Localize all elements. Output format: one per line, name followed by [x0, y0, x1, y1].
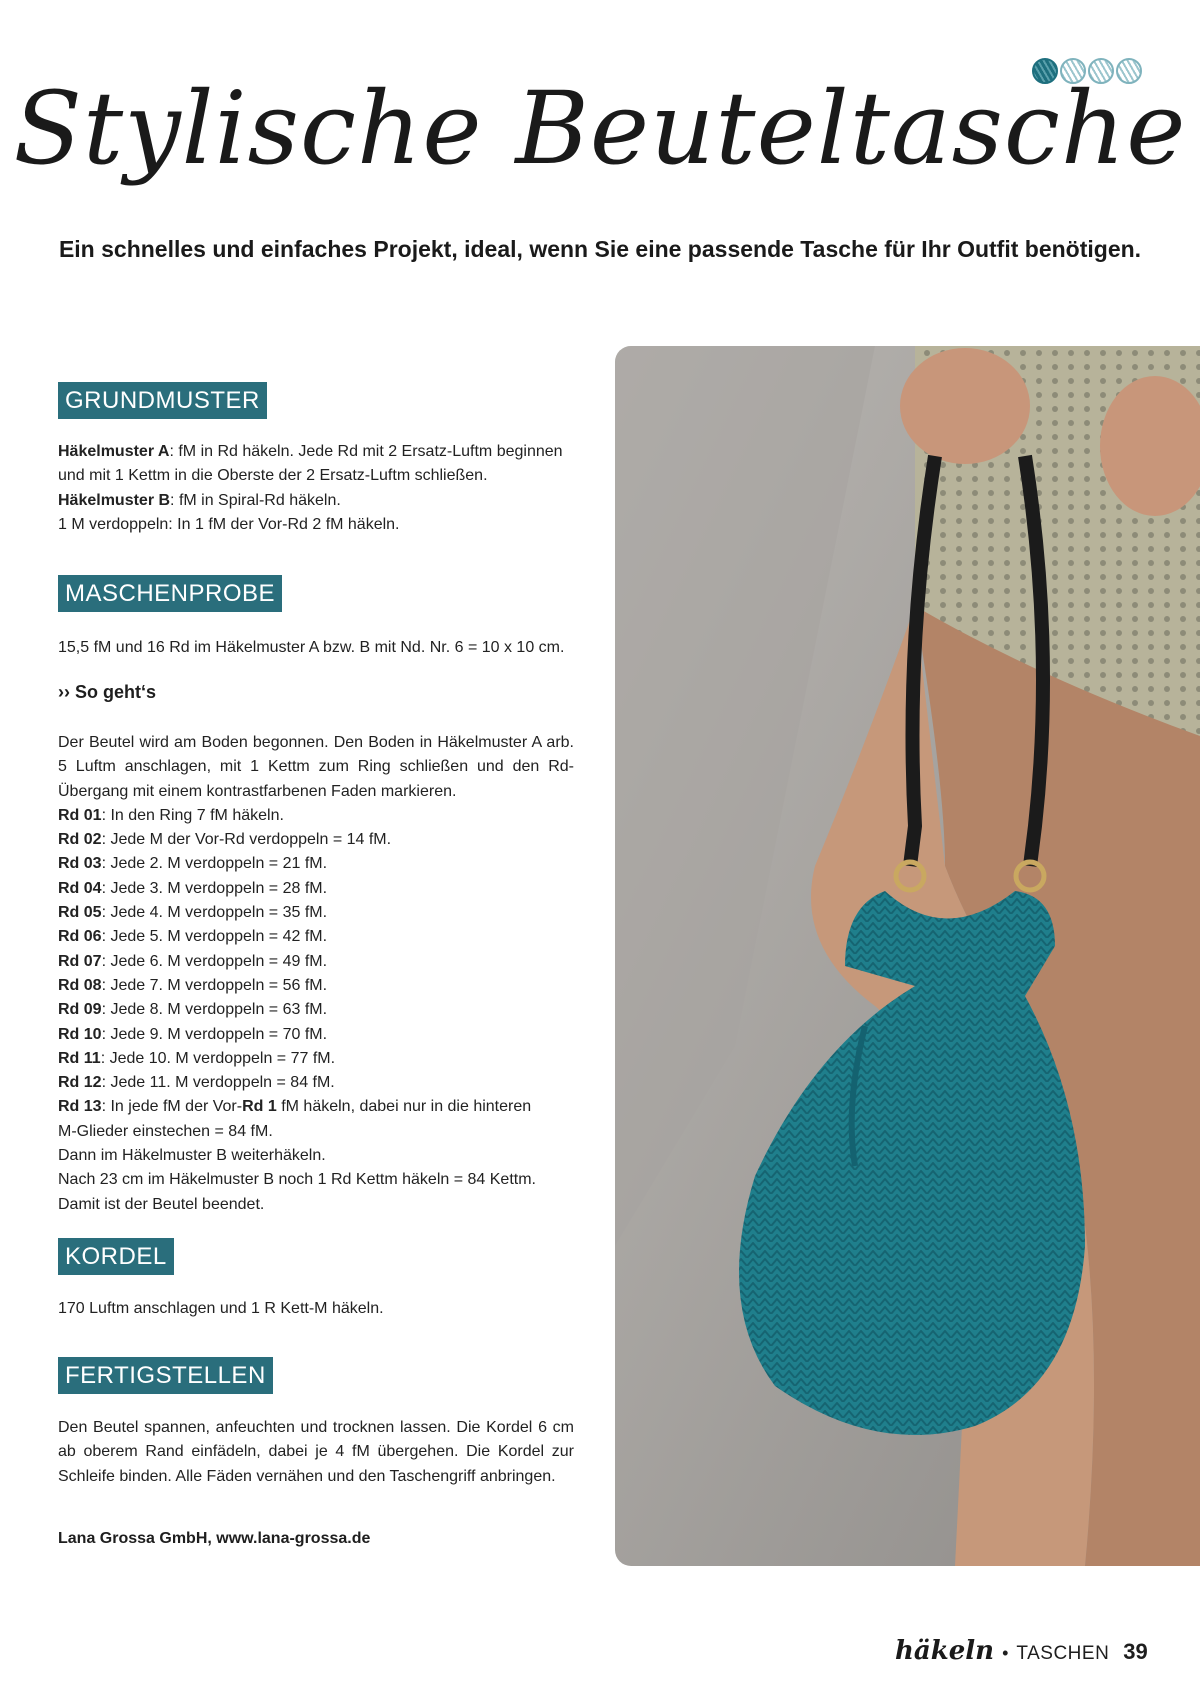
bag-illustration [615, 346, 1200, 1566]
round-label: Rd 11 [58, 1049, 101, 1067]
round-text: fM häkeln, dabei nur in die hinteren [276, 1098, 532, 1116]
round-row [58, 804, 574, 828]
round-row [58, 828, 574, 852]
round-label: Rd 05 [58, 904, 102, 922]
round-text: : Jede 3. M verdoppeln = 28 fM. [101, 879, 328, 897]
round-text: : Jede 7. M verdoppeln = 56 fM. [101, 976, 328, 994]
page-number: 39 [1123, 1639, 1148, 1664]
verdoppeln-text: 1 M verdoppeln: In 1 fM der Vor-Rd 2 fM häkeln. [58, 515, 400, 533]
heading-maschenprobe: MASCHENPROBE [58, 575, 282, 612]
round-text: : Jede 6. M verdoppeln = 49 fM. [101, 952, 328, 970]
footer-section: TASCHEN [1016, 1643, 1110, 1664]
round-row [58, 1023, 574, 1047]
label-muster-a: Häkelmuster A [58, 443, 170, 460]
product-photo [615, 346, 1200, 1566]
page-subtitle: Ein schnelles und einfaches Projekt, ideal, wenn Sie eine passende Tasche für Ihr Outfit benötigen. [58, 236, 1142, 262]
round-label: Rd 09 [58, 1001, 102, 1019]
round-text: : Jede 8. M verdoppeln = 63 fM. [101, 1001, 328, 1019]
page-footer [895, 1636, 1148, 1666]
round-row [58, 852, 574, 876]
round-label: Rd 02 [58, 831, 102, 849]
maschenprobe-text: 15,5 fM und 16 Rd im Häkelmuster A bzw. B mit Nd. Nr. 6 = 10 x 10 cm. [58, 639, 565, 656]
fertigstellen-text: Den Beutel spannen, anfeuchten und trocknen lassen. Die Kordel 6 cm ab oberem Rand einfädeln, dabei je 4 fM übergehen. Die Kordel zur Schleife binden. Alle Fäden vernähen und den Taschengriff anbringen. [58, 1419, 574, 1485]
round-row [58, 925, 574, 949]
round-label: Rd 13 [58, 1098, 102, 1116]
heading-grundmuster: GRUNDMUSTER [58, 382, 267, 419]
round-row [58, 974, 574, 998]
credit-line: Lana Grossa GmbH, www.lana-grossa.de [58, 1530, 371, 1547]
round-label: Rd 07 [58, 952, 102, 970]
instruction-line: Nach 23 cm im Häkelmuster B noch 1 Rd Kettm häkeln = 84 Kettm. [58, 1171, 536, 1189]
round-text: : In den Ring 7 fM häkeln. [101, 806, 284, 824]
round-row [58, 877, 574, 901]
round-label: Rd 01 [58, 806, 102, 824]
instruction-line: Damit ist der Beutel beendet. [58, 1195, 265, 1213]
label-muster-b: Häkelmuster B [58, 491, 171, 509]
kordel-text: 170 Luftm anschlagen und 1 R Kett-M häkeln. [58, 1300, 384, 1317]
footer-separator: • [1002, 1643, 1009, 1663]
round-row [58, 1047, 574, 1071]
round-label: Rd 06 [58, 928, 102, 946]
heading-kordel: KORDEL [58, 1238, 174, 1275]
page-title: Stylische Beuteltasche [13, 70, 1187, 187]
heading-fertigstellen: FERTIGSTELLEN [58, 1357, 273, 1394]
round-text: : Jede M der Vor-Rd verdoppeln = 14 fM. [101, 831, 392, 849]
round-text: : Jede 5. M verdoppeln = 42 fM. [101, 928, 328, 946]
muster-a-text-2: und mit 1 Kettm in die Oberste der 2 Ersatz-Luftm schließen. [58, 467, 488, 485]
round-text-continued: M-Glieder einstechen = 84 fM. [58, 1122, 273, 1140]
round-label: Rd 12 [58, 1074, 102, 1092]
round-label: Rd 03 [58, 855, 102, 873]
round-row [58, 950, 574, 974]
so-gehts-heading: ›› So geht‘s [58, 682, 156, 702]
round-text: : Jede 10. M verdoppeln = 77 fM. [100, 1049, 336, 1067]
instruction-line: Dann im Häkelmuster B weiterhäkeln. [58, 1147, 326, 1165]
round-row [58, 998, 574, 1022]
round-text: : In jede fM der Vor- [101, 1098, 243, 1116]
anleitung-intro: Der Beutel wird am Boden begonnen. Den Boden in Häkelmuster A arb. 5 Luftm anschlagen, mit 1 Kettm zum Ring schließen und den Rd-Übergang mit einem kontrastfarbenen Faden markieren. [58, 734, 574, 800]
footer-brand: häkeln [895, 1636, 995, 1666]
grundmuster-text [58, 440, 574, 537]
round-text: : Jede 2. M verdoppeln = 21 fM. [101, 855, 328, 873]
round-label: Rd 04 [58, 879, 102, 897]
round-ref: Rd 1 [242, 1098, 277, 1116]
round-row [58, 901, 574, 925]
round-list [58, 804, 574, 1096]
muster-a-text: : fM in Rd häkeln. Jede Rd mit 2 Ersatz-Luftm beginnen [169, 443, 563, 460]
anleitung-text [58, 731, 574, 1217]
muster-b-text: : fM in Spiral-Rd häkeln. [170, 491, 341, 509]
round-text: : Jede 11. M verdoppeln = 84 fM. [101, 1074, 335, 1092]
round-label: Rd 10 [58, 1025, 102, 1043]
round-row [58, 1071, 574, 1095]
round-text: : Jede 9. M verdoppeln = 70 fM. [101, 1025, 328, 1043]
round-label: Rd 08 [58, 976, 102, 994]
round-text: : Jede 4. M verdoppeln = 35 fM. [101, 904, 328, 922]
